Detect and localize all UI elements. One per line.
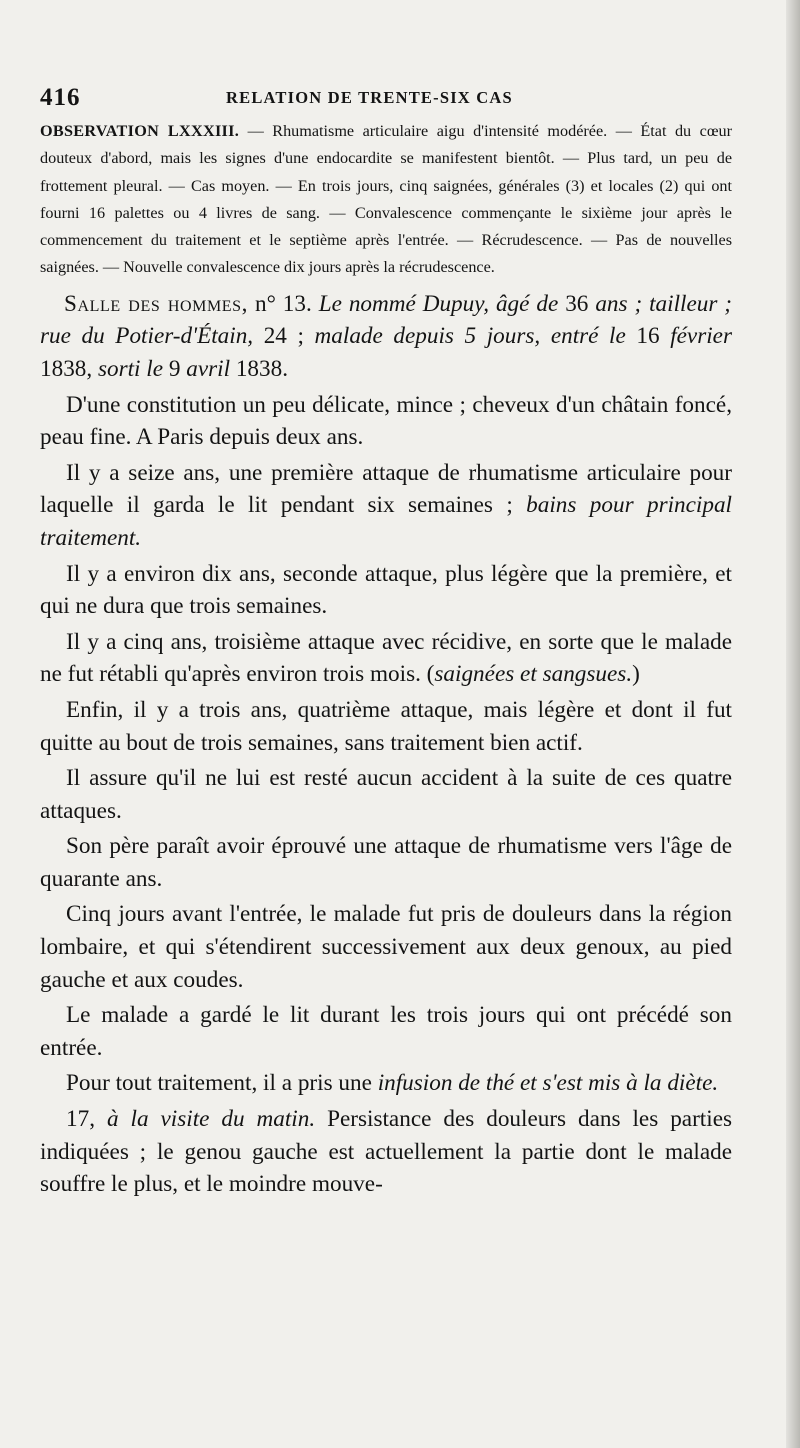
paragraph-onset: Cinq jours avant l'entrée, le malade fut pris de douleurs dans la région lombaire, et qui s'étendirent successivement aux deux genoux, au pied gauche et aux coudes. [40,901,732,993]
paragraph-fourth-attack: Enfin, il y a trois ans, quatrième attaque, mais légère et dont il fut quitte au bout de trois semaines, sans traitement bien actif. [40,696,732,756]
third-attack-close: ) [632,661,640,688]
entry-day: 16 [625,323,671,350]
paragraph-bed-rest: Le malade a gardé le lit durant les trois jours qui ont précédé son entrée. [40,1002,732,1061]
observation-summary [40,118,732,282]
book-page [40,84,732,1204]
prior-treatment-italic: infusion de thé et s'est mis à la diète. [377,1070,719,1097]
page-edge-shadow [786,0,800,1448]
patient-age: 36 [558,290,596,317]
running-title: RELATION DE TRENTE-SIX CAS [226,88,513,107]
exit-label: sorti le [97,355,164,382]
paragraph-family-history: Son père paraît avoir éprouvé une attaque de rhumatisme vers l'âge de quarante ans. [40,833,732,892]
page-number: 416 [40,84,81,111]
bed-number: n° 13. [248,290,319,317]
day-17-visit: à la visite du matin. [106,1106,316,1133]
illness-duration: malade depuis 5 jours, entré le [314,323,626,350]
third-attack-text: Il y a cinq ans, troisième attaque avec récidive, en sorte que le malade ne fut rétabli qu'après environ trois mois. ( [40,628,732,688]
paragraph-no-sequelae: Il assure qu'il ne lui est resté aucun accident à la suite de ces quatre attaques. [40,765,732,824]
paragraph-second-attack: Il y a environ dix ans, seconde attaque, plus légère que la première, et qui ne dura que trois semaines. [40,560,732,620]
observation-summary-text: — Rhumatisme articulaire aigu d'intensité modérée. — État du cœur douteux d'abord, mais les signes d'une endocardite se manifestent bientôt. — Plus tard, un peu de frottement pleural. — Cas moyen. — En trois jours, cinq saignées, générales (3) et locales (2) qui ont fourni 16 palettes ou 4 livres de sang. — Convalescence commençante le sixième jour après le commencement du traitement et le septième après l'entrée. — Récrudescence. — Pas de nouvelles saignées. — Nouvelle convalescence dix jours après la récrudescence. [40,122,732,277]
day-17-text: Persistance des douleurs dans les parties indiquées ; le genou gauche est actuellement la partie dont le malade souffre le plus, et le moindre mouve- [40,1106,733,1198]
entry-month: février [670,323,732,350]
first-attack-treatment: bains pour principal traitement. [40,492,732,551]
body-text [40,288,732,1201]
entry-year: 1838, [40,355,98,382]
day-17-date: 17, [66,1106,107,1133]
paragraph-constitution: D'une constitution un peu délicate, mince ; cheveux d'un châtain foncé, peau fine. A Paris depuis deux ans. [40,391,732,451]
ward-label: Salle des hommes, [64,290,249,317]
paragraph-third-attack [40,626,732,691]
patient-intro [40,288,732,386]
patient-name: Le nommé Dupuy, âgé de [318,290,559,317]
exit-day: 9 [163,355,187,382]
observation-label: OBSERVATION LXXXIII. [40,122,240,140]
running-header [40,84,732,118]
street-number: 24 ; [253,323,315,350]
exit-month: avril [186,355,231,382]
first-attack-text: Il y a seize ans, une première attaque de rhumatisme articulaire pour laquelle il garda le lit pendant six semaines ; [40,459,732,519]
patient-occupation: ans ; tailleur ; rue du Potier-d'Étain, [40,290,733,350]
exit-year: 1838. [230,355,288,382]
paragraph-first-attack [40,457,732,555]
paragraph-prior-treatment [40,1067,732,1100]
third-attack-treatment: saignées et sangsues. [434,661,633,688]
prior-treatment-text: Pour tout traitement, il a pris une [66,1070,378,1097]
paragraph-day-17 [40,1103,732,1201]
